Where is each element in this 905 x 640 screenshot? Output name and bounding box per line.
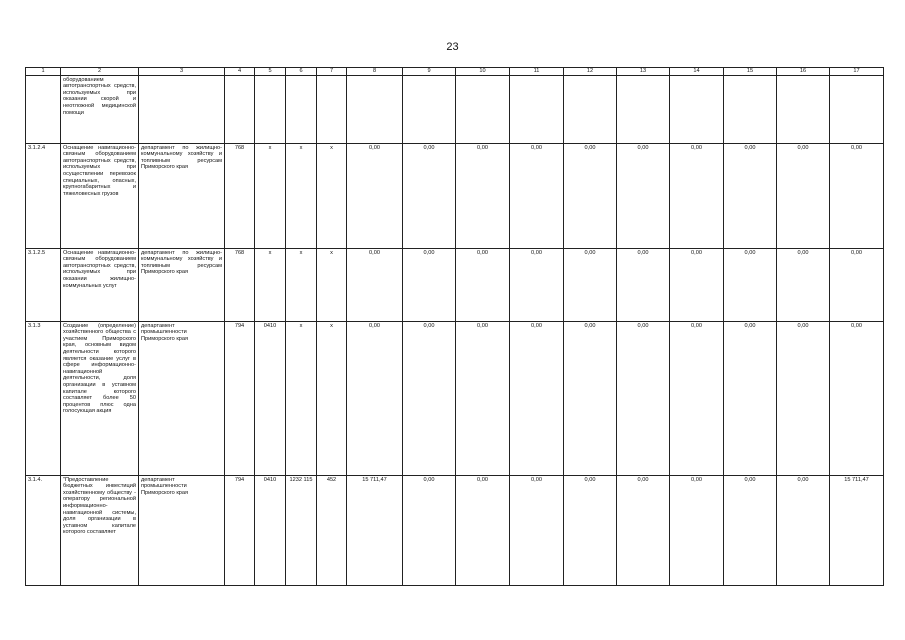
row-c5: 0410	[255, 475, 286, 585]
column-number: 16	[777, 68, 830, 76]
row-c5	[255, 75, 286, 143]
row-c5: х	[255, 248, 286, 321]
row-value: 0,00	[403, 321, 456, 475]
row-c7: х	[317, 248, 347, 321]
row-name: Оснащение навигационно-связным оборудованием автотранспортных средств, используемых при осуществлении перевозок специальных, опасных, крупногабаритных и тяжеловесных грузов	[61, 143, 139, 248]
row-value: 0,00	[456, 248, 510, 321]
row-value	[777, 75, 830, 143]
column-number: 2	[61, 68, 139, 76]
row-value: 0,00	[724, 475, 777, 585]
column-number: 9	[403, 68, 456, 76]
row-executor: департамент по жилищно-коммунальному хозяйству и топливным ресурсам Приморского края	[139, 248, 225, 321]
row-value: 0,00	[724, 321, 777, 475]
row-value: 0,00	[403, 143, 456, 248]
row-executor: департамент промышленности Приморского края	[139, 475, 225, 585]
row-name: Оснащение навигационно-связным оборудованием автотранспортных средств, используемых при оказании жилищно-коммунальных услуг	[61, 248, 139, 321]
row-c7: х	[317, 143, 347, 248]
row-c4	[225, 75, 255, 143]
column-number: 3	[139, 68, 225, 76]
row-value: 0,00	[670, 143, 724, 248]
column-number: 1	[26, 68, 61, 76]
row-value: 0,00	[777, 475, 830, 585]
row-value	[564, 75, 617, 143]
row-value: 0,00	[510, 143, 564, 248]
row-c6: х	[286, 248, 317, 321]
row-c7	[317, 75, 347, 143]
row-value: 0,00	[403, 248, 456, 321]
row-c6: х	[286, 143, 317, 248]
column-number: 10	[456, 68, 510, 76]
row-value	[830, 75, 884, 143]
row-value	[724, 75, 777, 143]
row-c7: х	[317, 321, 347, 475]
row-c5: х	[255, 143, 286, 248]
column-number: 17	[830, 68, 884, 76]
row-value: 0,00	[777, 321, 830, 475]
row-executor: департамент промышленности Приморского края	[139, 321, 225, 475]
column-number: 11	[510, 68, 564, 76]
column-number-row	[26, 68, 884, 76]
row-value: 0,00	[564, 321, 617, 475]
row-value: 0,00	[456, 143, 510, 248]
table-row	[26, 475, 884, 585]
row-value: 0,00	[347, 321, 403, 475]
row-c7: 452	[317, 475, 347, 585]
row-value	[670, 75, 724, 143]
row-c4: 794	[225, 475, 255, 585]
row-value: 0,00	[347, 248, 403, 321]
budget-table	[25, 67, 884, 586]
row-value	[456, 75, 510, 143]
table-row	[26, 321, 884, 475]
column-number: 5	[255, 68, 286, 76]
row-value: 0,00	[510, 321, 564, 475]
row-name: Создание (определение) хозяйственного общества с участием Приморского края, основным видом деятельности которого является оказание услуг в сфере информационно-навигационной деятельности, доля организации в уставном капитале которого составляет более 50 процентов плюс одна голосующая акция	[61, 321, 139, 475]
column-number: 15	[724, 68, 777, 76]
row-value: 0,00	[670, 248, 724, 321]
row-c5: 0410	[255, 321, 286, 475]
row-value: 0,00	[403, 475, 456, 585]
row-executor	[139, 75, 225, 143]
row-c4: 768	[225, 248, 255, 321]
row-value: 0,00	[830, 248, 884, 321]
row-code	[26, 75, 61, 143]
row-name: оборудованием автотранспортных средств, используемых при оказании скорой и неотложной медицинской помощи	[61, 75, 139, 143]
row-value: 0,00	[456, 475, 510, 585]
row-value: 0,00	[456, 321, 510, 475]
row-value: 0,00	[510, 475, 564, 585]
row-code: 3.1.3	[26, 321, 61, 475]
column-number: 8	[347, 68, 403, 76]
row-c4: 794	[225, 321, 255, 475]
row-value: 0,00	[724, 143, 777, 248]
row-value: 0,00	[617, 248, 670, 321]
row-value: 0,00	[617, 475, 670, 585]
column-number: 12	[564, 68, 617, 76]
row-value	[347, 75, 403, 143]
row-value: 0,00	[777, 248, 830, 321]
row-value	[510, 75, 564, 143]
row-value: 0,00	[724, 248, 777, 321]
row-c6	[286, 75, 317, 143]
row-value: 0,00	[347, 143, 403, 248]
column-number: 4	[225, 68, 255, 76]
row-value: 0,00	[830, 143, 884, 248]
column-number: 6	[286, 68, 317, 76]
row-value	[617, 75, 670, 143]
row-code: 3.1.4.	[26, 475, 61, 585]
row-code: 3.1.2.4	[26, 143, 61, 248]
table-row	[26, 248, 884, 321]
row-value: 0,00	[617, 143, 670, 248]
column-number: 7	[317, 68, 347, 76]
table-row	[26, 143, 884, 248]
row-name: "Предоставление бюджетных инвестиций хозяйственному обществу - оператору региональной информационно-навигационной системы, доля организации в уставном капитале которого составляет	[61, 475, 139, 585]
row-value: 15 711,47	[830, 475, 884, 585]
row-code: 3.1.2.5	[26, 248, 61, 321]
table-row	[26, 75, 884, 143]
row-value: 0,00	[564, 475, 617, 585]
row-value	[403, 75, 456, 143]
row-value: 0,00	[564, 248, 617, 321]
row-value: 0,00	[617, 321, 670, 475]
row-value: 0,00	[777, 143, 830, 248]
row-value: 0,00	[510, 248, 564, 321]
row-value: 15 711,47	[347, 475, 403, 585]
row-executor: департамент по жилищно-коммунальному хозяйству и топливным ресурсам Приморского края	[139, 143, 225, 248]
row-value: 0,00	[830, 321, 884, 475]
column-number: 13	[617, 68, 670, 76]
row-c6: х	[286, 321, 317, 475]
page-number: 23	[446, 41, 459, 53]
row-c6: 1232 115	[286, 475, 317, 585]
row-value: 0,00	[564, 143, 617, 248]
row-value: 0,00	[670, 475, 724, 585]
column-number: 14	[670, 68, 724, 76]
row-c4: 768	[225, 143, 255, 248]
row-value: 0,00	[670, 321, 724, 475]
